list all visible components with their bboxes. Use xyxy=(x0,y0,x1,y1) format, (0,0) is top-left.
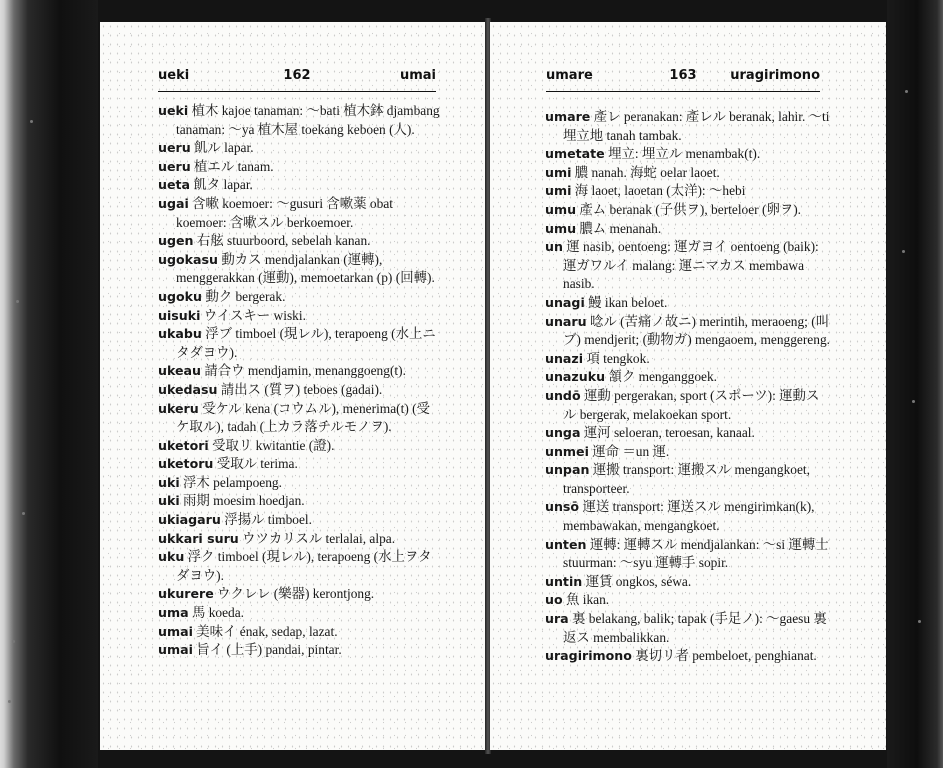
entry-headword: uisuki xyxy=(158,307,201,323)
entry-headword: ueru xyxy=(158,158,191,174)
entry-headword: ukurere xyxy=(158,586,214,602)
entry-definition: ウクレレ (樂器) kerontjong. xyxy=(217,586,375,602)
entry-headword: uketori xyxy=(158,437,209,453)
entry-headword: uki xyxy=(158,474,180,490)
entry-headword: ukeru xyxy=(158,400,199,416)
scan-speck xyxy=(912,400,915,403)
scan-speck xyxy=(22,512,25,515)
entry-headword: unpan xyxy=(545,462,590,478)
dictionary-entry xyxy=(545,536,830,573)
entry-definition: 含嗽 koemoer: ～gusuri 含嗽薬 obat koemoer: 含嗽スル berkoemoer. xyxy=(176,195,393,230)
entry-definition: 鰻 ikan beloet. xyxy=(588,294,668,310)
dictionary-entries-left xyxy=(158,102,440,660)
entry-definition: 受ケル kena (コウムル), menerima(t) (受ケ取ル), tadah (上カラ落チルモノヲ). xyxy=(176,400,430,435)
dictionary-entry xyxy=(158,158,440,177)
entry-definition: 動カス mendjalankan (運轉), menggerakkan (運動), memoetarkan (p) (回轉). xyxy=(176,251,435,286)
entry-headword: ugoku xyxy=(158,288,202,304)
entry-definition: 運動 pergerakan, sport (スポーツ): 運動スル bergerak, melakoekan sport. xyxy=(563,387,820,422)
dictionary-entry xyxy=(545,461,830,498)
dictionary-entry xyxy=(158,641,440,660)
entry-definition: 馬 koeda. xyxy=(191,605,245,621)
scan-speck xyxy=(902,250,905,253)
entry-definition: 右舷 stuurboord, sebelah kanan. xyxy=(196,233,371,249)
scan-speck xyxy=(905,90,908,93)
dictionary-entry xyxy=(545,313,830,350)
dictionary-entry xyxy=(158,362,440,381)
entry-definition: 運河 seloeran, teroesan, kanaal. xyxy=(583,425,755,441)
entry-definition: 魚 ikan. xyxy=(565,592,610,608)
dictionary-entry xyxy=(545,182,830,201)
entry-definition: 浮ク timboel (現レル), terapoeng (水上ヲタダヨウ). xyxy=(176,549,432,583)
entry-headword: umu xyxy=(545,201,577,217)
scan-speck xyxy=(8,700,11,703)
dictionary-entry xyxy=(545,164,830,183)
entry-definition: ウイスキー wiski. xyxy=(203,307,306,323)
entry-headword: umu xyxy=(545,220,577,236)
dictionary-entry xyxy=(545,238,830,294)
entry-definition: 動ク bergerak. xyxy=(205,288,286,304)
dictionary-entry xyxy=(545,573,830,592)
entry-definition: 運 nasib, oentoeng: 運ガヨイ oentoeng (baik): 運ガワルイ malang: 運ニマカス membawa nasib. xyxy=(563,239,819,292)
dictionary-entry xyxy=(158,604,440,623)
dictionary-entry xyxy=(545,498,830,535)
entry-definition: 運命 ＝un 運. xyxy=(592,443,670,459)
running-head-right xyxy=(546,65,820,92)
book-edge-right xyxy=(887,0,943,768)
dictionary-entry xyxy=(545,424,830,443)
entry-definition: 浮木 pelampoeng. xyxy=(183,474,282,490)
entry-definition: 請出ス (質ヲ) teboes (gadai). xyxy=(220,381,383,397)
entry-definition: 飢タ lapar. xyxy=(193,177,253,193)
dictionary-entry xyxy=(158,400,440,437)
dictionary-entry xyxy=(158,307,440,326)
entry-headword: unagi xyxy=(545,294,585,310)
dictionary-entry xyxy=(545,350,830,369)
entry-definition: 植エル tanam. xyxy=(194,158,274,174)
page-number: 163 xyxy=(669,68,697,83)
entry-headword: unazi xyxy=(545,350,584,366)
entry-headword: ukabu xyxy=(158,326,202,342)
entry-headword: umai xyxy=(158,623,193,639)
dictionary-entry xyxy=(158,437,440,456)
entry-headword: ura xyxy=(545,611,569,627)
entry-definition: 飢ル lapar. xyxy=(194,140,254,156)
entry-definition: 運搬 transport: 運搬スル mengangkoet, transporteer. xyxy=(563,462,810,496)
left-page xyxy=(100,22,486,750)
entry-headword: ugen xyxy=(158,233,194,249)
dictionary-entry xyxy=(158,548,440,585)
entry-headword: undō xyxy=(545,387,581,403)
book-edge-left xyxy=(0,0,98,768)
entry-definition: 埋立: 埋立ル menambak(t). xyxy=(608,146,761,162)
entry-definition: 雨期 moesim hoedjan. xyxy=(183,493,305,509)
dictionary-entry xyxy=(158,381,440,400)
running-head-left xyxy=(158,65,436,92)
dictionary-entry xyxy=(158,139,440,158)
entry-definition: 膿ム menanah. xyxy=(579,220,662,236)
entry-headword: unten xyxy=(545,536,587,552)
entry-headword: uketoru xyxy=(158,456,214,472)
entry-headword: ukiagaru xyxy=(158,512,221,528)
entry-definition: 裏切リ者 pembeloet, penghianat. xyxy=(635,648,817,664)
entry-headword: umi xyxy=(545,164,572,180)
entry-headword: unaru xyxy=(545,313,587,329)
entry-definition: 項 tengkok. xyxy=(586,350,650,366)
entry-headword: ugokasu xyxy=(158,251,218,267)
dictionary-entry xyxy=(545,647,830,666)
entry-definition: 受取ル terima. xyxy=(216,456,298,472)
dictionary-entry xyxy=(545,610,830,647)
entry-definition: 裏 belakang, balik; tapak (手足ノ): ～gaesu 裏返ス membalikkan. xyxy=(563,611,827,645)
dictionary-entry xyxy=(158,492,440,511)
dictionary-entry xyxy=(158,455,440,474)
entry-headword: umare xyxy=(545,109,591,124)
entry-definition: 運賃 ongkos, séwa. xyxy=(585,573,692,589)
entry-definition: 浮ブ timboel (現レル), terapoeng (水上ニタダヨウ). xyxy=(176,326,436,360)
entry-definition: 海 laoet, laoetan (太洋): ～hebi xyxy=(574,183,746,199)
dictionary-entry xyxy=(545,591,830,610)
entry-headword: uki xyxy=(158,493,180,509)
head-guide-word-last: umai xyxy=(399,68,436,83)
entry-headword: umai xyxy=(158,642,193,658)
entry-headword: untin xyxy=(545,573,583,589)
entry-headword: uku xyxy=(158,549,185,565)
entry-definition: ウツカリスル terlalai, alpa. xyxy=(242,530,396,546)
dictionary-entry xyxy=(158,623,440,642)
dictionary-entry xyxy=(158,102,440,139)
entry-headword: unga xyxy=(545,425,581,441)
head-guide-word-first: ueki xyxy=(158,68,190,83)
dictionary-entry xyxy=(545,368,830,387)
dictionary-entry xyxy=(158,585,440,604)
entry-definition: 受取リ kwitantie (證). xyxy=(212,437,335,453)
entry-definition: 運送 transport: 運送スル mengirimkan(k), membawakan, mengangkoet. xyxy=(563,499,815,534)
entry-definition: 產レ peranakan: 產レル beranak, lahir. ～ti 埋立地 tanah tambak. xyxy=(563,109,830,143)
entry-definition: 美味イ énak, sedap, lazat. xyxy=(196,623,338,639)
entry-definition: 唸ル (苦痛ノ故ニ) merintih, meraoeng; (叫ブ) mendjerit; (動物ガ) mengaoem, menggereng. xyxy=(563,313,830,348)
dictionary-entry xyxy=(545,294,830,313)
entry-definition: 請合ウ mendjamin, menanggoeng(t). xyxy=(204,363,406,379)
page-number: 162 xyxy=(283,68,311,83)
dictionary-entry xyxy=(545,220,830,239)
dictionary-entry xyxy=(158,511,440,530)
right-page xyxy=(490,22,886,750)
entry-headword: umi xyxy=(545,183,572,199)
dictionary-entry xyxy=(158,195,440,232)
entry-headword: un xyxy=(545,239,563,255)
entry-headword: unmei xyxy=(545,443,589,459)
entry-definition: 產ム beranak (子供ヲ), berteloer (卵ヲ). xyxy=(579,201,802,217)
entry-headword: ueta xyxy=(158,177,191,193)
scan-speck xyxy=(12,640,15,643)
head-guide-word-last: uragirimono xyxy=(730,68,820,83)
entry-headword: ugai xyxy=(158,195,189,211)
head-guide-word-first: umare xyxy=(546,68,593,83)
entry-definition: 植木 kajoe tanaman: ～bati 植木鉢 djambang tanaman: ～ya 植木屋 toekang keboen (人). xyxy=(176,103,440,137)
entry-definition: 浮揚ル timboel. xyxy=(224,512,312,528)
entry-headword: ueki xyxy=(158,103,189,118)
entry-headword: ukkari suru xyxy=(158,530,239,546)
dictionary-entry xyxy=(158,176,440,195)
entry-definition: 旨イ (上手) pandai, pintar. xyxy=(196,642,342,658)
dictionary-entry xyxy=(545,443,830,462)
dictionary-entry xyxy=(158,288,440,307)
entry-definition: 膿 nanah. 海蛇 oelar laoet. xyxy=(574,164,720,180)
entry-definition: 運轉: 運轉スル mendjalankan: ～si 運轉士 stuurman: ～syu 運轉手 sopir. xyxy=(563,536,829,571)
dictionary-entry xyxy=(158,251,440,288)
dictionary-entry xyxy=(158,530,440,549)
dictionary-entry xyxy=(545,387,830,424)
scan-speck xyxy=(30,120,33,123)
dictionary-entry xyxy=(158,474,440,493)
dictionary-entry xyxy=(545,201,830,220)
entry-headword: unazuku xyxy=(545,369,606,385)
entry-headword: unsō xyxy=(545,499,580,515)
entry-headword: uma xyxy=(158,605,189,621)
entry-headword: umetate xyxy=(545,146,605,162)
entry-headword: ukedasu xyxy=(158,381,218,397)
dictionary-entry xyxy=(545,145,830,164)
dictionary-entries-right xyxy=(545,108,830,666)
entry-headword: ukeau xyxy=(158,363,202,379)
entry-headword: uo xyxy=(545,592,563,608)
entry-headword: ueru xyxy=(158,140,191,156)
dictionary-entry xyxy=(158,232,440,251)
dictionary-entry xyxy=(158,325,440,362)
scan-speck xyxy=(918,620,921,623)
scan-speck xyxy=(16,300,19,303)
entry-headword: uragirimono xyxy=(545,648,632,664)
entry-definition: 頷ク menganggoek. xyxy=(608,369,718,385)
dictionary-entry xyxy=(545,108,830,145)
